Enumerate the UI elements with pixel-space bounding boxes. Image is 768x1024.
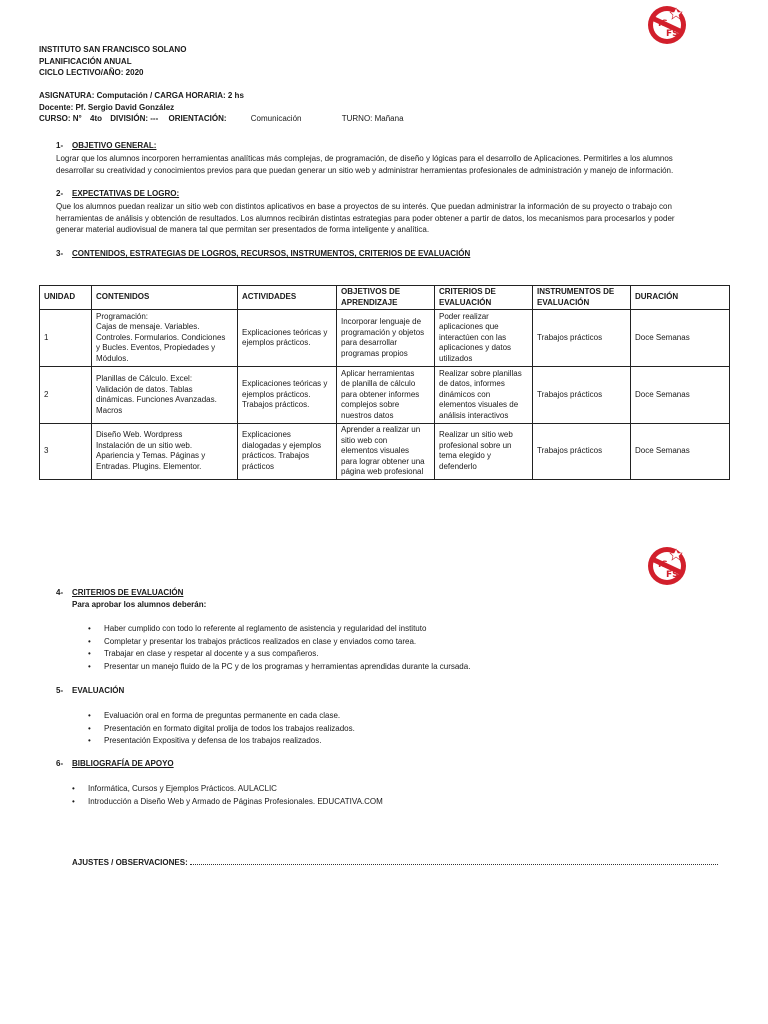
course-label: CURSO: N° xyxy=(39,114,82,123)
section-1-title: OBJETIVO GENERAL: xyxy=(72,141,157,150)
adjustments-label: AJUSTES / OBSERVACIONES: xyxy=(72,858,188,867)
cell-unidad: 3 xyxy=(40,424,92,480)
adjustments-line xyxy=(72,856,718,867)
list-item: • Haber cumplido con todo lo referente al reglamento de asistencia y regularidad del instituto xyxy=(88,623,470,636)
list-item: • Presentación en formato digital prolija de todos los trabajos realizados. xyxy=(88,723,355,736)
section-1-body xyxy=(56,153,736,176)
cell-objetivos: Aplicar herramientas de planilla de cálculo para obtener informes complejos sobre nuestros datos xyxy=(337,367,435,424)
cell-instrumentos: Trabajos prácticos xyxy=(533,367,631,424)
cell-actividades: Explicaciones teóricas y ejemplos prácticos. xyxy=(238,310,337,367)
cell-actividades: Explicaciones teóricas y ejemplos prácticos. Trabajos prácticos. xyxy=(238,367,337,424)
list-item: • Completar y presentar los trabajos prácticos realizados en clase y enviados como tarea. xyxy=(88,636,470,649)
section-1-line: desarrollar su creatividad y conocimientos previos para que puedan generar un sitio web y administrar herramientas profesionales de administración y manejo de información. xyxy=(56,165,674,175)
cell-instrumentos: Trabajos prácticos xyxy=(533,424,631,480)
list-item: • Trabajar en clase y respetar al docente y a sus compañeros. xyxy=(88,648,470,661)
section-6-number: 6- xyxy=(56,759,64,768)
section-2-number: 2- xyxy=(56,189,64,198)
section-1-heading xyxy=(56,141,156,150)
school-crest-icon xyxy=(646,4,688,46)
dotted-fill-line xyxy=(190,856,718,865)
cell-objetivos: Aprender a realizar un sitio web con elementos visuales para lograr obtener una página web profesional xyxy=(337,424,435,480)
svg-text:FS: FS xyxy=(666,570,679,580)
list-item: • Informática, Cursos y Ejemplos Prácticos. AULACLIC xyxy=(72,783,383,796)
section-1-line: Lograr que los alumnos incorporen herramientas analíticas más complejas, de programación, de diseño y lógicas para el desarrollo de Aplicaciones. Permitirles a los alumnos xyxy=(56,154,673,163)
table-header-row xyxy=(40,286,730,310)
section-2-line: generar material audiovisual de manera tal que permitan ser presentados de forma inteligente y analítica. xyxy=(56,225,430,235)
section-6-heading xyxy=(56,759,174,768)
list-item: • Presentación Expositiva y defensa de los trabajos realizados. xyxy=(88,735,355,748)
cell-unidad: 2 xyxy=(40,367,92,424)
svg-text:IS: IS xyxy=(658,560,668,570)
section-5-title: EVALUACIÓN xyxy=(72,686,125,695)
cycle-year: CICLO LECTIVO/AÑO: 2020 xyxy=(39,68,144,77)
bibliography-list xyxy=(72,783,383,808)
header-unidad: UNIDAD xyxy=(40,286,92,310)
cell-contenidos: Diseño Web. Wordpress Instalación de un sitio web. Apariencia y Temas. Páginas y Entradas. Plugins. Elementor. xyxy=(92,424,238,480)
section-2-heading xyxy=(56,189,179,198)
section-2-line: herramientas de análisis y obtención de resultados. Los alumnos recibirán distintas estrategias para poder obtener a partir de datos, los mecanismos para procesarlos y poder xyxy=(56,213,675,223)
orientation-label: ORIENTACIÓN: xyxy=(168,114,227,123)
cell-actividades: Explicaciones dialogadas y ejemplos prácticos. Trabajos prácticos xyxy=(238,424,337,480)
list-item: • Introducción a Diseño Web y Armado de Páginas Profesionales. EDUCATIVA.COM xyxy=(72,796,383,809)
section-4-title: CRITERIOS DE EVALUACIÓN xyxy=(72,588,184,597)
svg-text:FS: FS xyxy=(666,29,679,39)
section-2-title: EXPECTATIVAS DE LOGRO: xyxy=(72,189,180,198)
table-row xyxy=(40,310,730,367)
cell-contenidos: Programación: Cajas de mensaje. Variables. Controles. Formularios. Condiciones y Bucles. Eventos, Propiedades y Módulos. xyxy=(92,310,238,367)
cell-objetivos: Incorporar lenguaje de programación y objetos para desarrollar programas propios xyxy=(337,310,435,367)
section-4-intro: Para aprobar los alumnos deberán: xyxy=(72,600,207,609)
header-objetivos: OBJETIVOS DE APRENDIZAJE xyxy=(337,286,435,310)
cell-duracion: Doce Semanas xyxy=(631,310,730,367)
table-row xyxy=(40,367,730,424)
header-criterios: CRITERIOS DE EVALUACIÓN xyxy=(435,286,533,310)
section-4-number: 4- xyxy=(56,588,64,597)
cell-criterios: Realizar sobre planillas de datos, informes dinámicos con elementos visuales de análisis interactivos xyxy=(435,367,533,424)
teacher-line: Docente: Pf. Sergio David González xyxy=(39,102,175,112)
cell-criterios: Poder realizar aplicaciones que interactúen con las aplicaciones y datos utilizados xyxy=(435,310,533,367)
shift: TURNO: Mañana xyxy=(341,114,404,123)
section-2-line: Que los alumnos puedan realizar un sitio web con distintos aplicativos en base a proyectos de su interés. Que puedan administrar la información de su proyecto o trabajo con xyxy=(56,202,672,211)
course-value: 4to xyxy=(90,114,102,123)
header-block xyxy=(39,44,404,125)
cell-instrumentos: Trabajos prácticos xyxy=(533,310,631,367)
cell-duracion: Doce Semanas xyxy=(631,367,730,424)
table-row xyxy=(40,424,730,480)
section-5-heading xyxy=(56,686,124,695)
cell-unidad: 1 xyxy=(40,310,92,367)
plan-title: PLANIFICACIÓN ANUAL xyxy=(39,56,132,66)
division: DIVISIÓN: --- xyxy=(110,114,159,123)
section-2-body xyxy=(56,201,746,236)
section-1-number: 1- xyxy=(56,141,64,150)
orientation-value: Comunicación xyxy=(250,114,302,123)
section-5-number: 5- xyxy=(56,686,64,695)
cell-contenidos: Planillas de Cálculo. Excel: Validación de datos. Tablas dinámicas. Funciones Avanzadas. Macros xyxy=(92,367,238,424)
header-contenidos: CONTENIDOS xyxy=(92,286,238,310)
section-4-heading xyxy=(56,588,183,597)
section-3-heading xyxy=(56,249,470,258)
cell-duracion: Doce Semanas xyxy=(631,424,730,480)
header-actividades: ACTIVIDADES xyxy=(238,286,337,310)
section-6-title: BIBLIOGRAFÍA DE APOYO xyxy=(72,759,174,768)
criteria-list xyxy=(88,623,470,673)
course-line xyxy=(39,113,404,125)
list-item: • Presentar un manejo fluido de la PC y de los programas y herramientas aprendidas durante la cursada. xyxy=(88,661,470,674)
subject-line: ASIGNATURA: Computación / CARGA HORARIA: 2 hs xyxy=(39,91,244,100)
section-3-number: 3- xyxy=(56,249,64,258)
cell-criterios: Realizar un sitio web profesional sobre un tema elegido y defenderlo xyxy=(435,424,533,480)
svg-text:IS: IS xyxy=(658,19,668,29)
list-item: • Evaluación oral en forma de preguntas permanente en cada clase. xyxy=(88,710,355,723)
institute-name: INSTITUTO SAN FRANCISCO SOLANO xyxy=(39,45,187,54)
evaluation-list xyxy=(88,710,355,748)
plan-table xyxy=(39,285,730,480)
school-crest-icon-page2 xyxy=(646,545,688,587)
section-3-title: CONTENIDOS, ESTRATEGIAS DE LOGROS, RECURSOS, INSTRUMENTOS, CRITERIOS DE EVALUACIÓN xyxy=(72,249,471,258)
header-duracion: DURACIÓN xyxy=(631,286,730,310)
header-instrumentos: INSTRUMENTOS DE EVALUACIÓN xyxy=(533,286,631,310)
